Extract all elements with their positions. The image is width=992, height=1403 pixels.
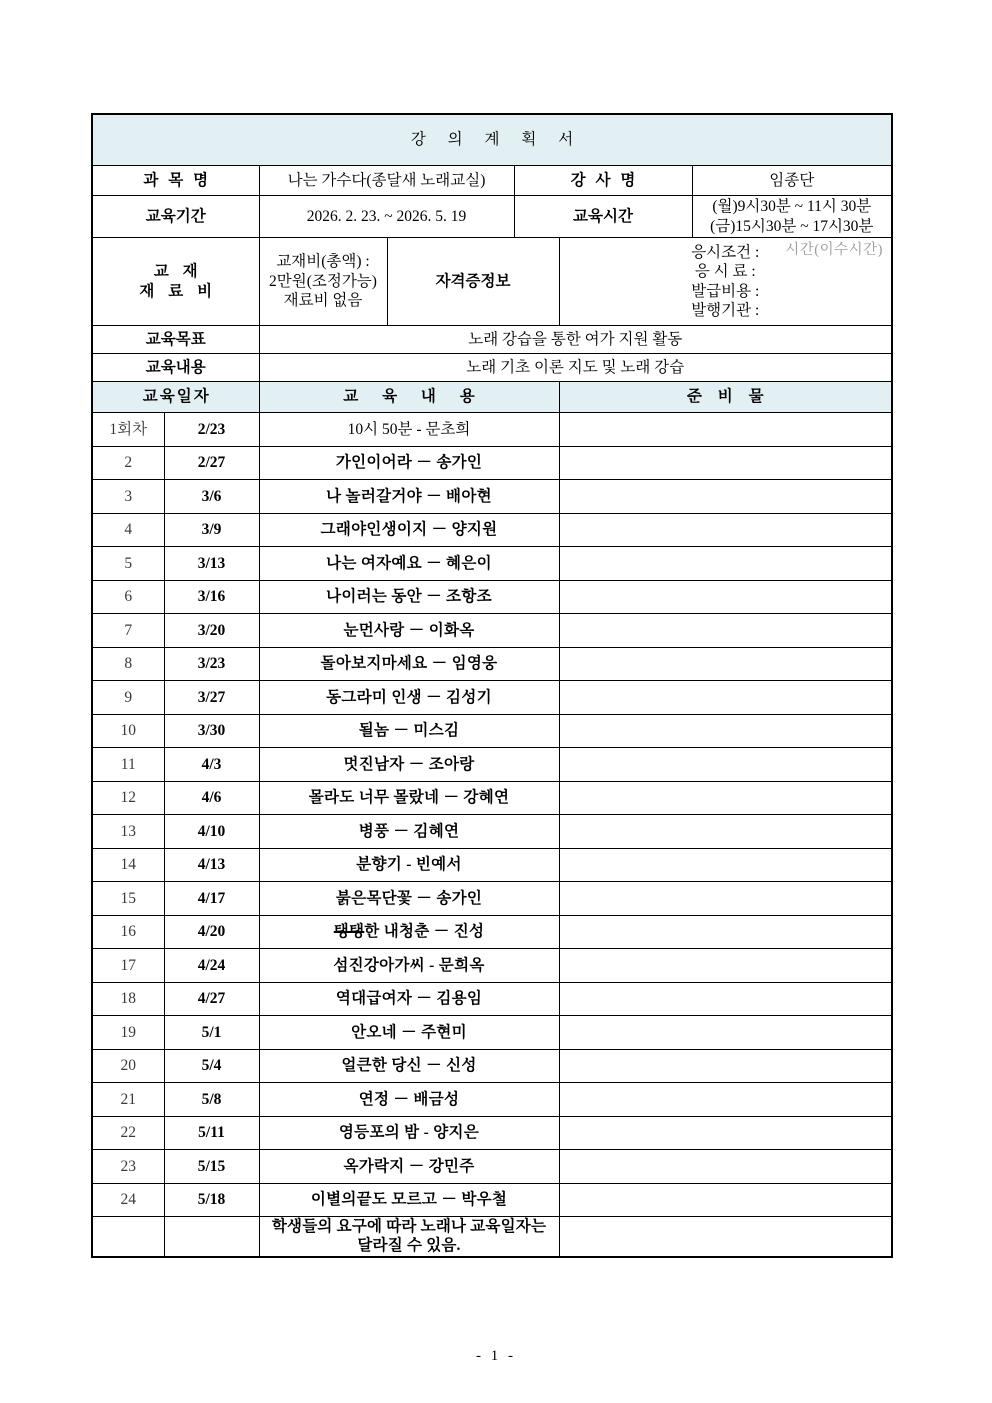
session-prep-cell xyxy=(559,982,892,1016)
session-date-cell: 4/20 xyxy=(164,915,259,949)
table-row xyxy=(92,882,892,916)
session-content-cell: 병풍 － 김혜연 xyxy=(259,815,559,849)
session-content-cell: 옥가락지 － 강민주 xyxy=(259,1150,559,1184)
session-date-cell: 2/23 xyxy=(164,413,259,447)
session-number-cell: 10 xyxy=(92,714,164,748)
session-prep-cell xyxy=(559,614,892,648)
page-number-footer: - 1 - xyxy=(476,1348,516,1364)
session-content-cell: 이별의끝도 모르고 － 박우철 xyxy=(259,1183,559,1217)
schedule-header-content: 교 육 내 용 xyxy=(259,382,559,413)
session-date-cell: 5/11 xyxy=(164,1116,259,1150)
table-row xyxy=(92,1183,892,1217)
session-prep-cell xyxy=(559,714,892,748)
session-date-cell: 2/27 xyxy=(164,446,259,480)
struck-text: 탱탱 xyxy=(333,923,365,941)
session-content-cell: 연정 － 배금성 xyxy=(259,1083,559,1117)
session-date-cell: 3/30 xyxy=(164,714,259,748)
cert-line-3: 발급비용 : xyxy=(691,282,760,300)
session-date-cell: 3/9 xyxy=(164,513,259,547)
materials-value xyxy=(259,238,387,326)
session-date-cell: 3/20 xyxy=(164,614,259,648)
session-number-cell: 23 xyxy=(92,1150,164,1184)
session-prep-cell xyxy=(559,513,892,547)
table-row xyxy=(92,1083,892,1117)
table-row xyxy=(92,446,892,480)
title-row xyxy=(92,114,892,166)
table-row xyxy=(92,1016,892,1050)
session-content-cell: 붉은목단꽃 － 송가인 xyxy=(259,882,559,916)
session-content-cell: 될놈 － 미스김 xyxy=(259,714,559,748)
instructor-value: 임종단 xyxy=(692,166,892,196)
materials-line-1: 교재비(총액) : xyxy=(276,253,370,271)
session-date-cell: 4/3 xyxy=(164,748,259,782)
session-date-cell: 3/16 xyxy=(164,580,259,614)
session-content-cell: 그래야인생이지 － 양지원 xyxy=(259,513,559,547)
table-row xyxy=(92,915,892,949)
session-number-cell: 20 xyxy=(92,1049,164,1083)
session-prep-cell xyxy=(559,815,892,849)
session-content-cell: 탱탱한 내청춘 － 진성 xyxy=(259,915,559,949)
session-prep-cell xyxy=(559,949,892,983)
course-plan-table xyxy=(91,113,893,1258)
session-prep-cell xyxy=(559,882,892,916)
session-prep-cell xyxy=(559,681,892,715)
goal-value: 노래 강습을 통한 여가 지원 활동 xyxy=(259,326,892,354)
table-row xyxy=(92,1116,892,1150)
session-number-cell: 12 xyxy=(92,781,164,815)
schedule-header-prep: 준 비 물 xyxy=(559,382,892,413)
session-content-cell: 눈먼사랑 － 이화옥 xyxy=(259,614,559,648)
period-value: 2026. 2. 23. ~ 2026. 5. 19 xyxy=(259,196,514,238)
table-row xyxy=(92,647,892,681)
content-row xyxy=(92,354,892,382)
table-row xyxy=(92,815,892,849)
session-number-cell: 2 xyxy=(92,446,164,480)
session-prep-cell xyxy=(559,580,892,614)
session-date-cell: 3/23 xyxy=(164,647,259,681)
table-row xyxy=(92,413,892,447)
table-row xyxy=(92,547,892,581)
page-title: 강 의 계 획 서 xyxy=(92,114,892,166)
table-row xyxy=(92,1150,892,1184)
session-prep-cell xyxy=(559,480,892,514)
session-prep-cell xyxy=(559,1083,892,1117)
session-number-cell: 3 xyxy=(92,480,164,514)
session-number-cell: 8 xyxy=(92,647,164,681)
session-number-cell: 16 xyxy=(92,915,164,949)
table-row xyxy=(92,1049,892,1083)
session-prep-cell xyxy=(559,1016,892,1050)
materials-label xyxy=(92,238,259,326)
session-date-cell: 5/18 xyxy=(164,1183,259,1217)
session-content-cell: 안오네 － 주현미 xyxy=(259,1016,559,1050)
cert-line-1: 응시조건 : xyxy=(691,243,760,261)
period-label: 교육기간 xyxy=(92,196,259,238)
content-value: 노래 기초 이론 지도 및 노래 강습 xyxy=(259,354,892,382)
session-date-cell: 5/15 xyxy=(164,1150,259,1184)
time-line-2: (금)15시30분 ~ 17시30분 xyxy=(710,217,874,235)
schedule-note-row xyxy=(92,1217,892,1257)
session-prep-cell xyxy=(559,1116,892,1150)
table-row xyxy=(92,480,892,514)
table-row xyxy=(92,982,892,1016)
table-row xyxy=(92,949,892,983)
session-prep-cell xyxy=(559,413,892,447)
session-date-cell: 5/8 xyxy=(164,1083,259,1117)
session-number-cell: 4 xyxy=(92,513,164,547)
session-number-cell: 22 xyxy=(92,1116,164,1150)
cert-line-4: 발행기관 : xyxy=(691,301,760,319)
session-content-cell: 멋진남자 － 조아랑 xyxy=(259,748,559,782)
session-number-cell: 21 xyxy=(92,1083,164,1117)
session-content-cell: 나는 여자예요 － 혜은이 xyxy=(259,547,559,581)
subject-label: 과 목 명 xyxy=(92,166,259,196)
table-row xyxy=(92,714,892,748)
table-row xyxy=(92,513,892,547)
session-prep-cell xyxy=(559,647,892,681)
subject-instructor-row xyxy=(92,166,892,196)
session-date-cell: 3/27 xyxy=(164,681,259,715)
session-date-cell: 4/24 xyxy=(164,949,259,983)
table-row xyxy=(92,781,892,815)
certification-value xyxy=(559,238,892,326)
materials-label-line-1: 교 재 xyxy=(153,263,203,281)
session-prep-cell xyxy=(559,1150,892,1184)
session-number-cell: 24 xyxy=(92,1183,164,1217)
session-date-cell: 5/4 xyxy=(164,1049,259,1083)
session-content-cell: 영등포의 밤 - 양지은 xyxy=(259,1116,559,1150)
schedule-note: 학생들의 요구에 따라 노래나 교육일자는 달라질 수 있음. xyxy=(259,1217,559,1257)
session-content-cell: 섬진강아가씨 - 문희옥 xyxy=(259,949,559,983)
session-number-cell: 1회차 xyxy=(92,413,164,447)
session-content-cell: 나 놀러갈거야 － 배아현 xyxy=(259,480,559,514)
period-time-row xyxy=(92,196,892,238)
session-content-cell: 얼큰한 당신 － 신성 xyxy=(259,1049,559,1083)
session-date-cell: 4/10 xyxy=(164,815,259,849)
subject-value: 나는 가수다(종달새 노래교실) xyxy=(259,166,514,196)
session-date-cell: 4/17 xyxy=(164,882,259,916)
session-prep-cell xyxy=(559,1049,892,1083)
table-row xyxy=(92,848,892,882)
session-content-cell: 가인이어라 － 송가인 xyxy=(259,446,559,480)
materials-cert-row xyxy=(92,238,892,326)
session-date-cell: 5/1 xyxy=(164,1016,259,1050)
session-prep-cell xyxy=(559,446,892,480)
session-number-cell: 7 xyxy=(92,614,164,648)
time-line-1: (월)9시30분 ~ 11시 30분 xyxy=(712,198,872,216)
session-content-cell: 역대급여자 － 김용임 xyxy=(259,982,559,1016)
session-content-cell: 나이러는 동안 － 조항조 xyxy=(259,580,559,614)
session-number-cell: 15 xyxy=(92,882,164,916)
time-value xyxy=(692,196,892,238)
session-number-cell: 11 xyxy=(92,748,164,782)
session-number-cell: 9 xyxy=(92,681,164,715)
session-date-cell: 4/27 xyxy=(164,982,259,1016)
certification-label: 자격증정보 xyxy=(387,238,559,326)
session-number-cell: 5 xyxy=(92,547,164,581)
session-content-cell: 분향기 - 빈예서 xyxy=(259,848,559,882)
session-date-cell: 3/6 xyxy=(164,480,259,514)
materials-label-line-2: 재 료 비 xyxy=(139,282,218,300)
session-date-cell: 4/13 xyxy=(164,848,259,882)
instructor-label: 강 사 명 xyxy=(514,166,692,196)
session-prep-cell xyxy=(559,848,892,882)
note-empty-number-cell xyxy=(92,1217,164,1257)
session-prep-cell xyxy=(559,748,892,782)
session-prep-cell xyxy=(559,1183,892,1217)
session-content-cell: 10시 50분 - 문초희 xyxy=(259,413,559,447)
materials-line-2: 2만원(조정가능) xyxy=(269,272,377,290)
session-number-cell: 14 xyxy=(92,848,164,882)
materials-line-3: 재료비 없음 xyxy=(283,292,363,310)
table-row xyxy=(92,748,892,782)
content-label: 교육내용 xyxy=(92,354,259,382)
session-content-cell: 동그라미 인생 － 김성기 xyxy=(259,681,559,715)
session-prep-cell xyxy=(559,915,892,949)
session-date-cell: 3/13 xyxy=(164,547,259,581)
session-content-cell: 몰라도 너무 몰랐네 － 강혜연 xyxy=(259,781,559,815)
table-row xyxy=(92,681,892,715)
schedule-header-date: 교육일자 xyxy=(92,382,259,413)
note-empty-date-cell xyxy=(164,1217,259,1257)
session-prep-cell xyxy=(559,547,892,581)
goal-row xyxy=(92,326,892,354)
session-number-cell: 19 xyxy=(92,1016,164,1050)
session-number-cell: 17 xyxy=(92,949,164,983)
session-content-cell: 돌아보지마세요 － 임영웅 xyxy=(259,647,559,681)
goal-label: 교육목표 xyxy=(92,326,259,354)
session-number-cell: 13 xyxy=(92,815,164,849)
session-date-cell: 4/6 xyxy=(164,781,259,815)
time-label: 교육시간 xyxy=(514,196,692,238)
session-number-cell: 6 xyxy=(92,580,164,614)
session-prep-cell xyxy=(559,781,892,815)
table-row xyxy=(92,580,892,614)
table-row xyxy=(92,614,892,648)
cert-line-2: 응 시 료 : xyxy=(694,263,756,281)
note-empty-prep-cell xyxy=(559,1217,892,1257)
certification-hours-note: 시간(이수시간) xyxy=(785,242,883,258)
session-number-cell: 18 xyxy=(92,982,164,1016)
schedule-body xyxy=(92,413,892,1257)
schedule-header-row xyxy=(92,382,892,413)
